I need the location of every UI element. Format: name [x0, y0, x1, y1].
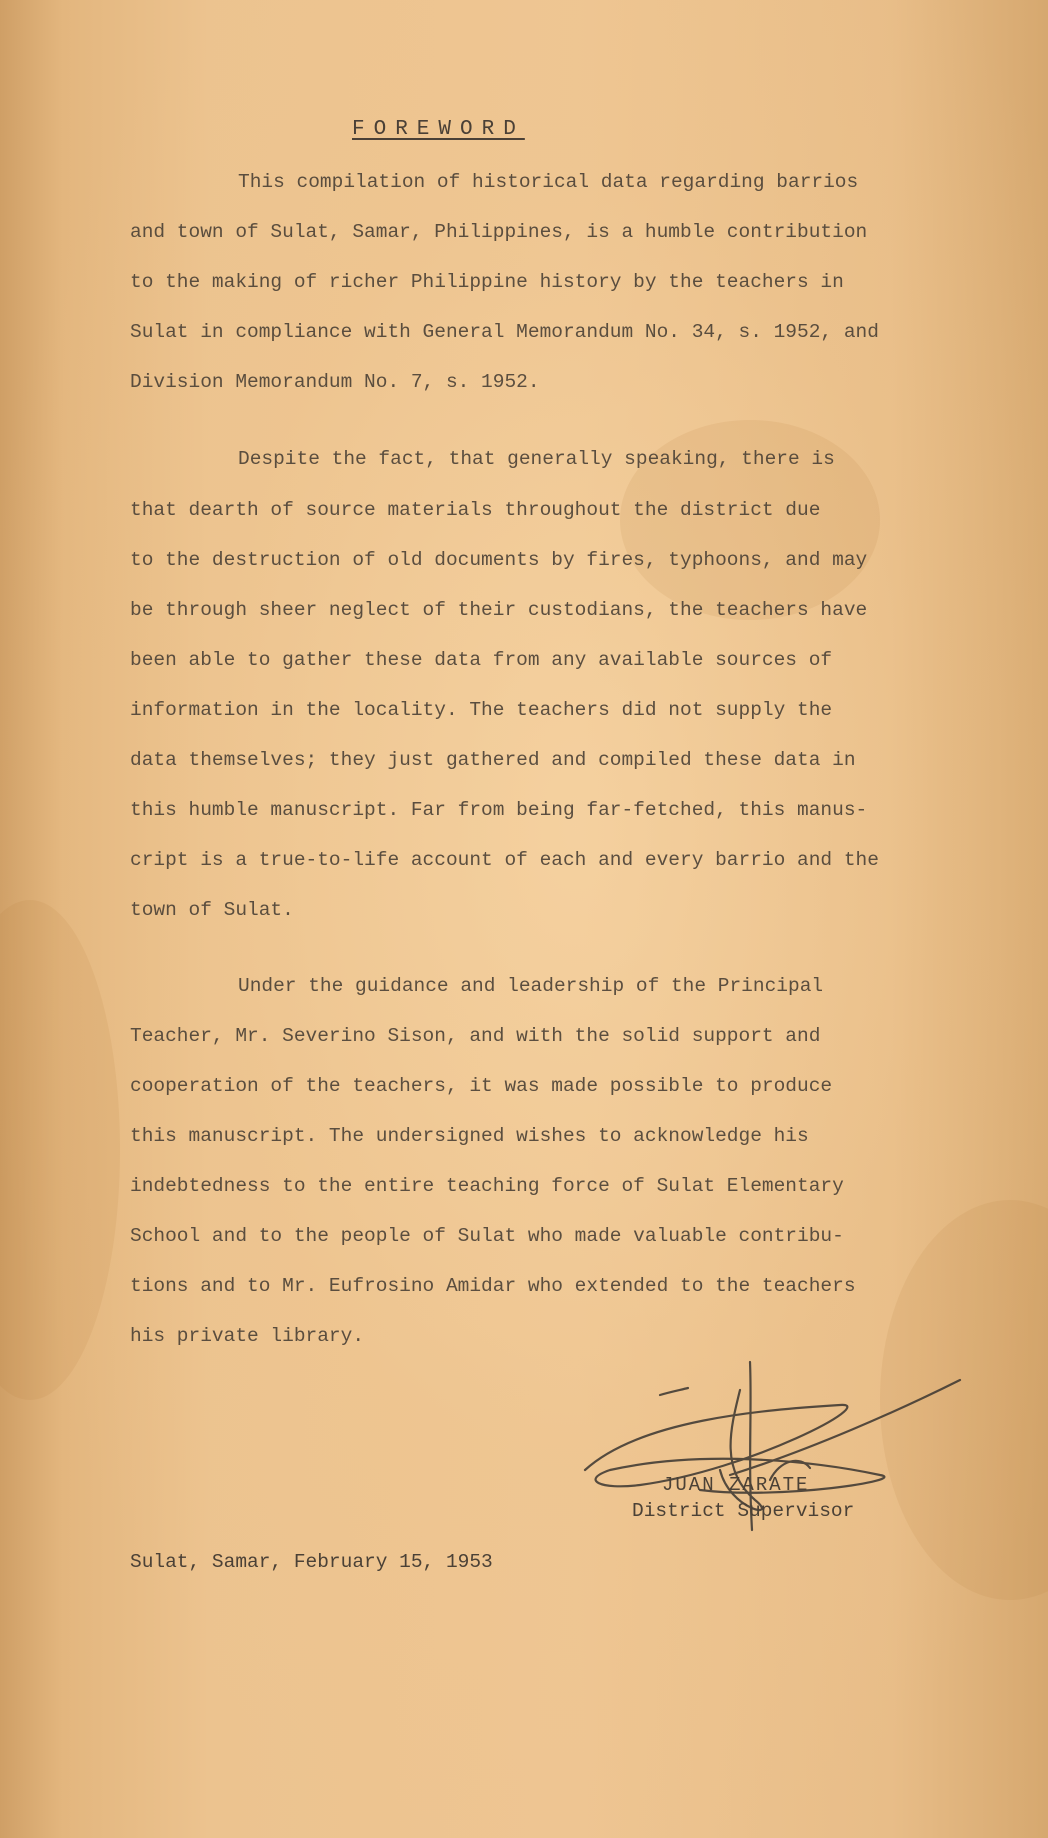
signatory-name: JUAN ZARATE: [662, 1474, 810, 1496]
paragraph-3-line: this manuscript. The undersigned wishes to acknowledge his: [130, 1125, 809, 1147]
paragraph-2-line: this humble manuscript. Far from being far-fetched, this manus-: [130, 799, 868, 821]
paragraph-2-line: town of Sulat.: [130, 899, 294, 921]
paragraph-3-line: School and to the people of Sulat who made valuable contribu-: [130, 1225, 844, 1247]
paragraph-2-line: that dearth of source materials throughout the district due: [130, 499, 821, 521]
paragraph-1-line: Division Memorandum No. 7, s. 1952.: [130, 371, 540, 393]
paragraph-2-line: cript is a true-to-life account of each and every barrio and the: [130, 849, 879, 871]
paragraph-3-line: indebtedness to the entire teaching force of Sulat Elementary: [130, 1175, 844, 1197]
paragraph-2-line: data themselves; they just gathered and compiled these data in: [130, 749, 856, 771]
place-and-date: Sulat, Samar, February 15, 1953: [130, 1551, 493, 1573]
paragraph-3-line: tions and to Mr. Eufrosino Amidar who extended to the teachers: [130, 1275, 856, 1297]
paragraph-2-line: Despite the fact, that generally speaking, there is: [238, 448, 835, 470]
paragraph-2-line: been able to gather these data from any available sources of: [130, 649, 833, 671]
paragraph-3-line: cooperation of the teachers, it was made possible to produce: [130, 1075, 833, 1097]
paragraph-2-line: information in the locality. The teachers did not supply the: [130, 699, 833, 721]
paragraph-3-line: Under the guidance and leadership of the Principal: [238, 975, 824, 997]
document-title: FOREWORD: [352, 118, 525, 141]
signatory-position: District Supervisor: [632, 1500, 855, 1522]
paragraph-1-line: This compilation of historical data regarding barrios: [238, 171, 859, 193]
paragraph-1-line: Sulat in compliance with General Memorandum No. 34, s. 1952, and: [130, 321, 879, 343]
paragraph-2-line: be through sheer neglect of their custodians, the teachers have: [130, 599, 868, 621]
paragraph-3-line: Teacher, Mr. Severino Sison, and with the solid support and: [130, 1025, 821, 1047]
paragraph-1-line: and town of Sulat, Samar, Philippines, is a humble contribution: [130, 221, 868, 243]
paragraph-1-line: to the making of richer Philippine history by the teachers in: [130, 271, 844, 293]
paragraph-2-line: to the destruction of old documents by fires, typhoons, and may: [130, 549, 868, 571]
paper-stain: [0, 900, 120, 1400]
paragraph-3-line: his private library.: [130, 1325, 365, 1347]
